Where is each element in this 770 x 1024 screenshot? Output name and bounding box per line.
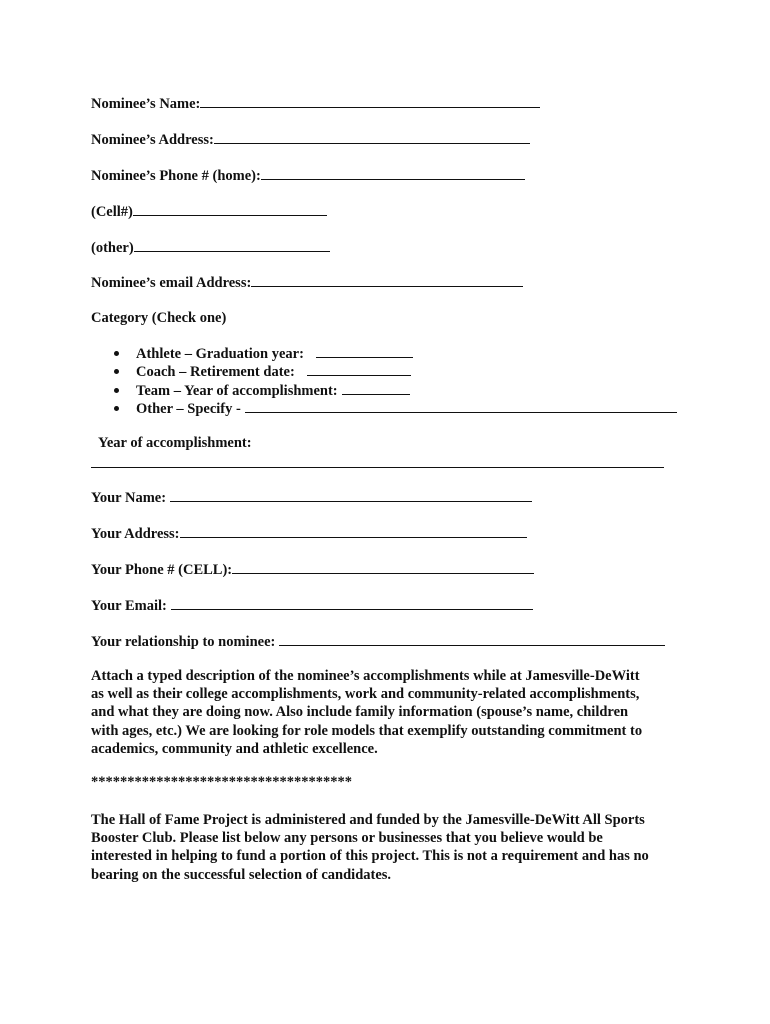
nominee-name-input[interactable]: [200, 94, 540, 108]
nominee-other-phone-field: [91, 238, 330, 257]
your-name-field: [91, 488, 532, 507]
category-options-list: [112, 344, 677, 417]
year-of-accomplishment-label: Year of accomplishment:: [98, 435, 252, 451]
nominee-address-input[interactable]: [214, 130, 530, 144]
nominee-address-label: Nominee’s Address:: [91, 132, 214, 148]
nominee-email-field: [91, 273, 523, 292]
nominee-phone-home-input[interactable]: [261, 166, 525, 180]
nominee-other-phone-input[interactable]: [134, 238, 330, 252]
funding-line: bearing on the successful selection of candidates.: [91, 866, 392, 883]
your-phone-field: [91, 560, 534, 579]
team-year-input[interactable]: [342, 381, 410, 395]
your-address-label: Your Address:: [91, 526, 180, 542]
category-heading-label: Category (Check one): [91, 310, 227, 326]
year-of-accomplishment-input[interactable]: [91, 467, 664, 468]
nominee-name-label: Nominee’s Name:: [91, 96, 201, 112]
your-phone-input[interactable]: [232, 560, 534, 574]
graduation-year-input[interactable]: [316, 344, 413, 358]
separator-text: ************************************: [91, 774, 352, 790]
your-email-input[interactable]: [171, 596, 533, 610]
retirement-date-input[interactable]: [307, 362, 411, 376]
your-name-input[interactable]: [170, 488, 532, 502]
nominee-cell-field: [91, 202, 327, 221]
other-specify-input[interactable]: [245, 399, 677, 413]
category-option-label: Coach – Retirement date:: [136, 364, 295, 381]
instructions-line: and what they are doing now. Also include family information (spouse’s name, children: [91, 704, 629, 721]
your-phone-label: Your Phone # (CELL):: [91, 562, 233, 578]
category-option-team[interactable]: [112, 381, 677, 399]
instructions-line: Attach a typed description of the nominee’s accomplishments while at Jamesville-DeWitt: [91, 668, 640, 684]
nominee-name-field: [91, 94, 540, 113]
relationship-input[interactable]: [279, 632, 665, 646]
your-email-field: [91, 596, 533, 615]
bullet-icon: [114, 351, 119, 356]
nominee-address-field: [91, 130, 530, 149]
bullet-icon: [114, 369, 119, 374]
relationship-field: [91, 632, 665, 651]
nominee-other-phone-label: (other): [91, 240, 134, 256]
nominee-email-label: Nominee’s email Address:: [91, 275, 252, 291]
funding-line: interested in helping to fund a portion of this project. This is not a requirement and has no: [91, 848, 649, 865]
category-option-coach[interactable]: [112, 362, 677, 380]
nominee-email-input[interactable]: [251, 273, 523, 287]
bullet-icon: [114, 406, 119, 411]
instructions-line: academics, community and athletic excellence.: [91, 740, 378, 757]
separator-asterisks: [91, 774, 352, 791]
instructions-line: with ages, etc.) We are looking for role models that exemplify outstanding commitment to: [91, 722, 643, 739]
your-email-label: Your Email:: [91, 598, 167, 614]
category-option-label: Other – Specify -: [136, 400, 241, 417]
nominee-phone-home-field: [91, 166, 525, 185]
your-address-input[interactable]: [180, 524, 527, 538]
category-option-label: Athlete – Graduation year:: [136, 346, 304, 362]
your-address-field: [91, 524, 527, 543]
nominee-cell-label: (Cell#): [91, 204, 133, 220]
year-of-accomplishment-field: [98, 435, 252, 452]
bullet-icon: [114, 388, 119, 393]
nominee-cell-input[interactable]: [133, 202, 327, 216]
instructions-line: as well as their college accomplishments, work and community-related accomplishments,: [91, 686, 640, 703]
funding-line: Booster Club. Please list below any persons or businesses that you believe would be: [91, 830, 603, 847]
instructions-paragraph: [91, 667, 691, 758]
your-name-label: Your Name:: [91, 490, 167, 506]
category-heading: [91, 310, 226, 327]
funding-paragraph: [91, 811, 691, 884]
category-option-other[interactable]: [112, 399, 677, 417]
category-option-label: Team – Year of accomplishment:: [136, 382, 338, 399]
relationship-label: Your relationship to nominee:: [91, 634, 276, 650]
funding-line: The Hall of Fame Project is administered and funded by the Jamesville-DeWitt All Sports: [91, 812, 645, 828]
nominee-phone-home-label: Nominee’s Phone # (home):: [91, 168, 261, 184]
category-option-athlete[interactable]: [112, 344, 677, 362]
